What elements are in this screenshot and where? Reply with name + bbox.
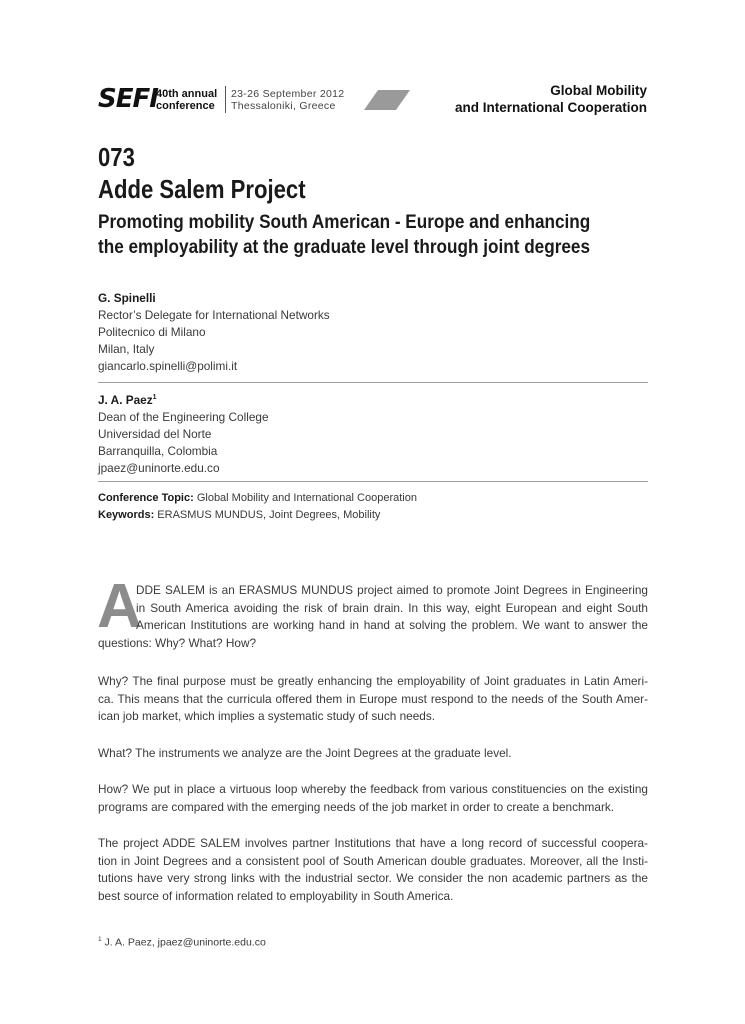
subtitle-line1: Promoting mobility South American - Europe and enhancing [98,211,591,233]
paragraph-line: tion in Joint Degrees and a consistent pool of South American double graduates. Moreover, all the Insti- [98,853,648,868]
footnote-text: J. A. Paez, jpaez@uninorte.edu.co [101,936,266,949]
conference-track [455,82,647,116]
author-affiliation-line: Universidad del Norte [98,426,212,441]
paragraph-line: ican job market, which implies a systematic study of such needs. [98,709,436,724]
paragraph-line: The project ADDE SALEM involves partner Institutions that have a long record of successful coopera- [98,836,648,850]
author-block [98,290,330,375]
author-block [98,389,269,477]
keywords-label: Keywords: [98,509,155,521]
paragraph-line: programs are compared with the emerging needs of the job market in order to create a benchmark. [98,799,615,814]
paper-title: Adde Salem Project [98,174,306,204]
parallelogram-decoration [364,90,410,110]
divider [98,382,648,383]
paragraph-line: in South America avoiding the risk of brain drain. In this way, eight European and eight South [136,600,648,615]
conference-line2: conference [156,100,215,112]
dates-line1: 23-26 September 2012 [231,88,345,100]
body-paragraph [98,835,648,905]
track-line1: Global Mobility [550,83,647,98]
paper-meta [98,490,417,524]
paragraph-line: questions: Why? What? How? [98,635,257,650]
author-affiliation-line: Rector’s Delegate for International Networks [98,308,330,322]
author-affiliation-line: Politecnico di Milano [98,325,206,339]
paragraph-line: Why? The final purpose must be greatly enhancing the employability of Joint graduates in Latin Ameri- [98,674,648,688]
keywords [98,507,417,524]
paragraph-line: ca. This means that the curricula offered them in Europe must respond to the needs of the South Amer- [98,691,648,706]
footnote-mark: 1 [98,936,102,943]
conference-topic [98,490,417,507]
author-name [98,389,269,409]
dates-line2: Thessaloniki, Greece [231,100,336,112]
paragraph-line: tutions have very strong links with the industrial sector. We consider the non academic partners as the [98,871,648,886]
author-affiliation-line: Barranquilla, Colombia [98,443,218,458]
paper-subtitle [98,210,644,260]
footnote [98,933,266,950]
author-name: G. Spinelli [98,291,156,305]
subtitle-line2: the employability at the graduate level through joint degrees [98,236,591,258]
topic-label: Conference Topic: [98,492,194,504]
paragraph-line: American Institutions are working hand in hand at solving the problem. We want to answer the [136,618,648,633]
keywords-value: ERASMUS MUNDUS, Joint Degrees, Mobility [154,509,381,521]
divider [98,481,648,482]
paragraph-line: best source of information related to employability in South America. [98,888,454,903]
conference-label [156,88,217,112]
footnote-ref: 1 [152,394,157,401]
conference-line1: 40th annual [156,88,218,100]
drop-cap: A [97,572,142,641]
body-paragraph [98,582,648,652]
author-name-text: J. A. Paez [98,392,153,407]
conference-dates [231,88,344,112]
body-paragraph [98,745,648,763]
paragraph-line: What? The instruments we analyze are the Joint Degrees at the graduate level. [98,746,512,760]
paragraph-line: How? We put in place a virtuous loop whereby the feedback from various constituencies on the existing [98,782,648,796]
body-paragraph [98,781,648,816]
track-line2: and International Cooperation [454,100,647,115]
author-email: jpaez@uninorte.edu.co [98,460,220,475]
author-affiliation-line: Dean of the Engineering College [98,409,269,424]
body-paragraph [98,673,648,726]
paragraph-line: DDE SALEM is an ERASMUS MUNDUS project aimed to promote Joint Degrees in Engineering [136,583,648,597]
topic-value: Global Mobility and International Cooperation [193,492,417,504]
header-divider [225,86,226,113]
paper-number: 073 [98,142,135,172]
author-email: giancarlo.spinelli@polimi.it [98,359,238,373]
author-affiliation-line: Milan, Italy [98,342,155,356]
sefi-logo: SEFI [98,84,158,114]
